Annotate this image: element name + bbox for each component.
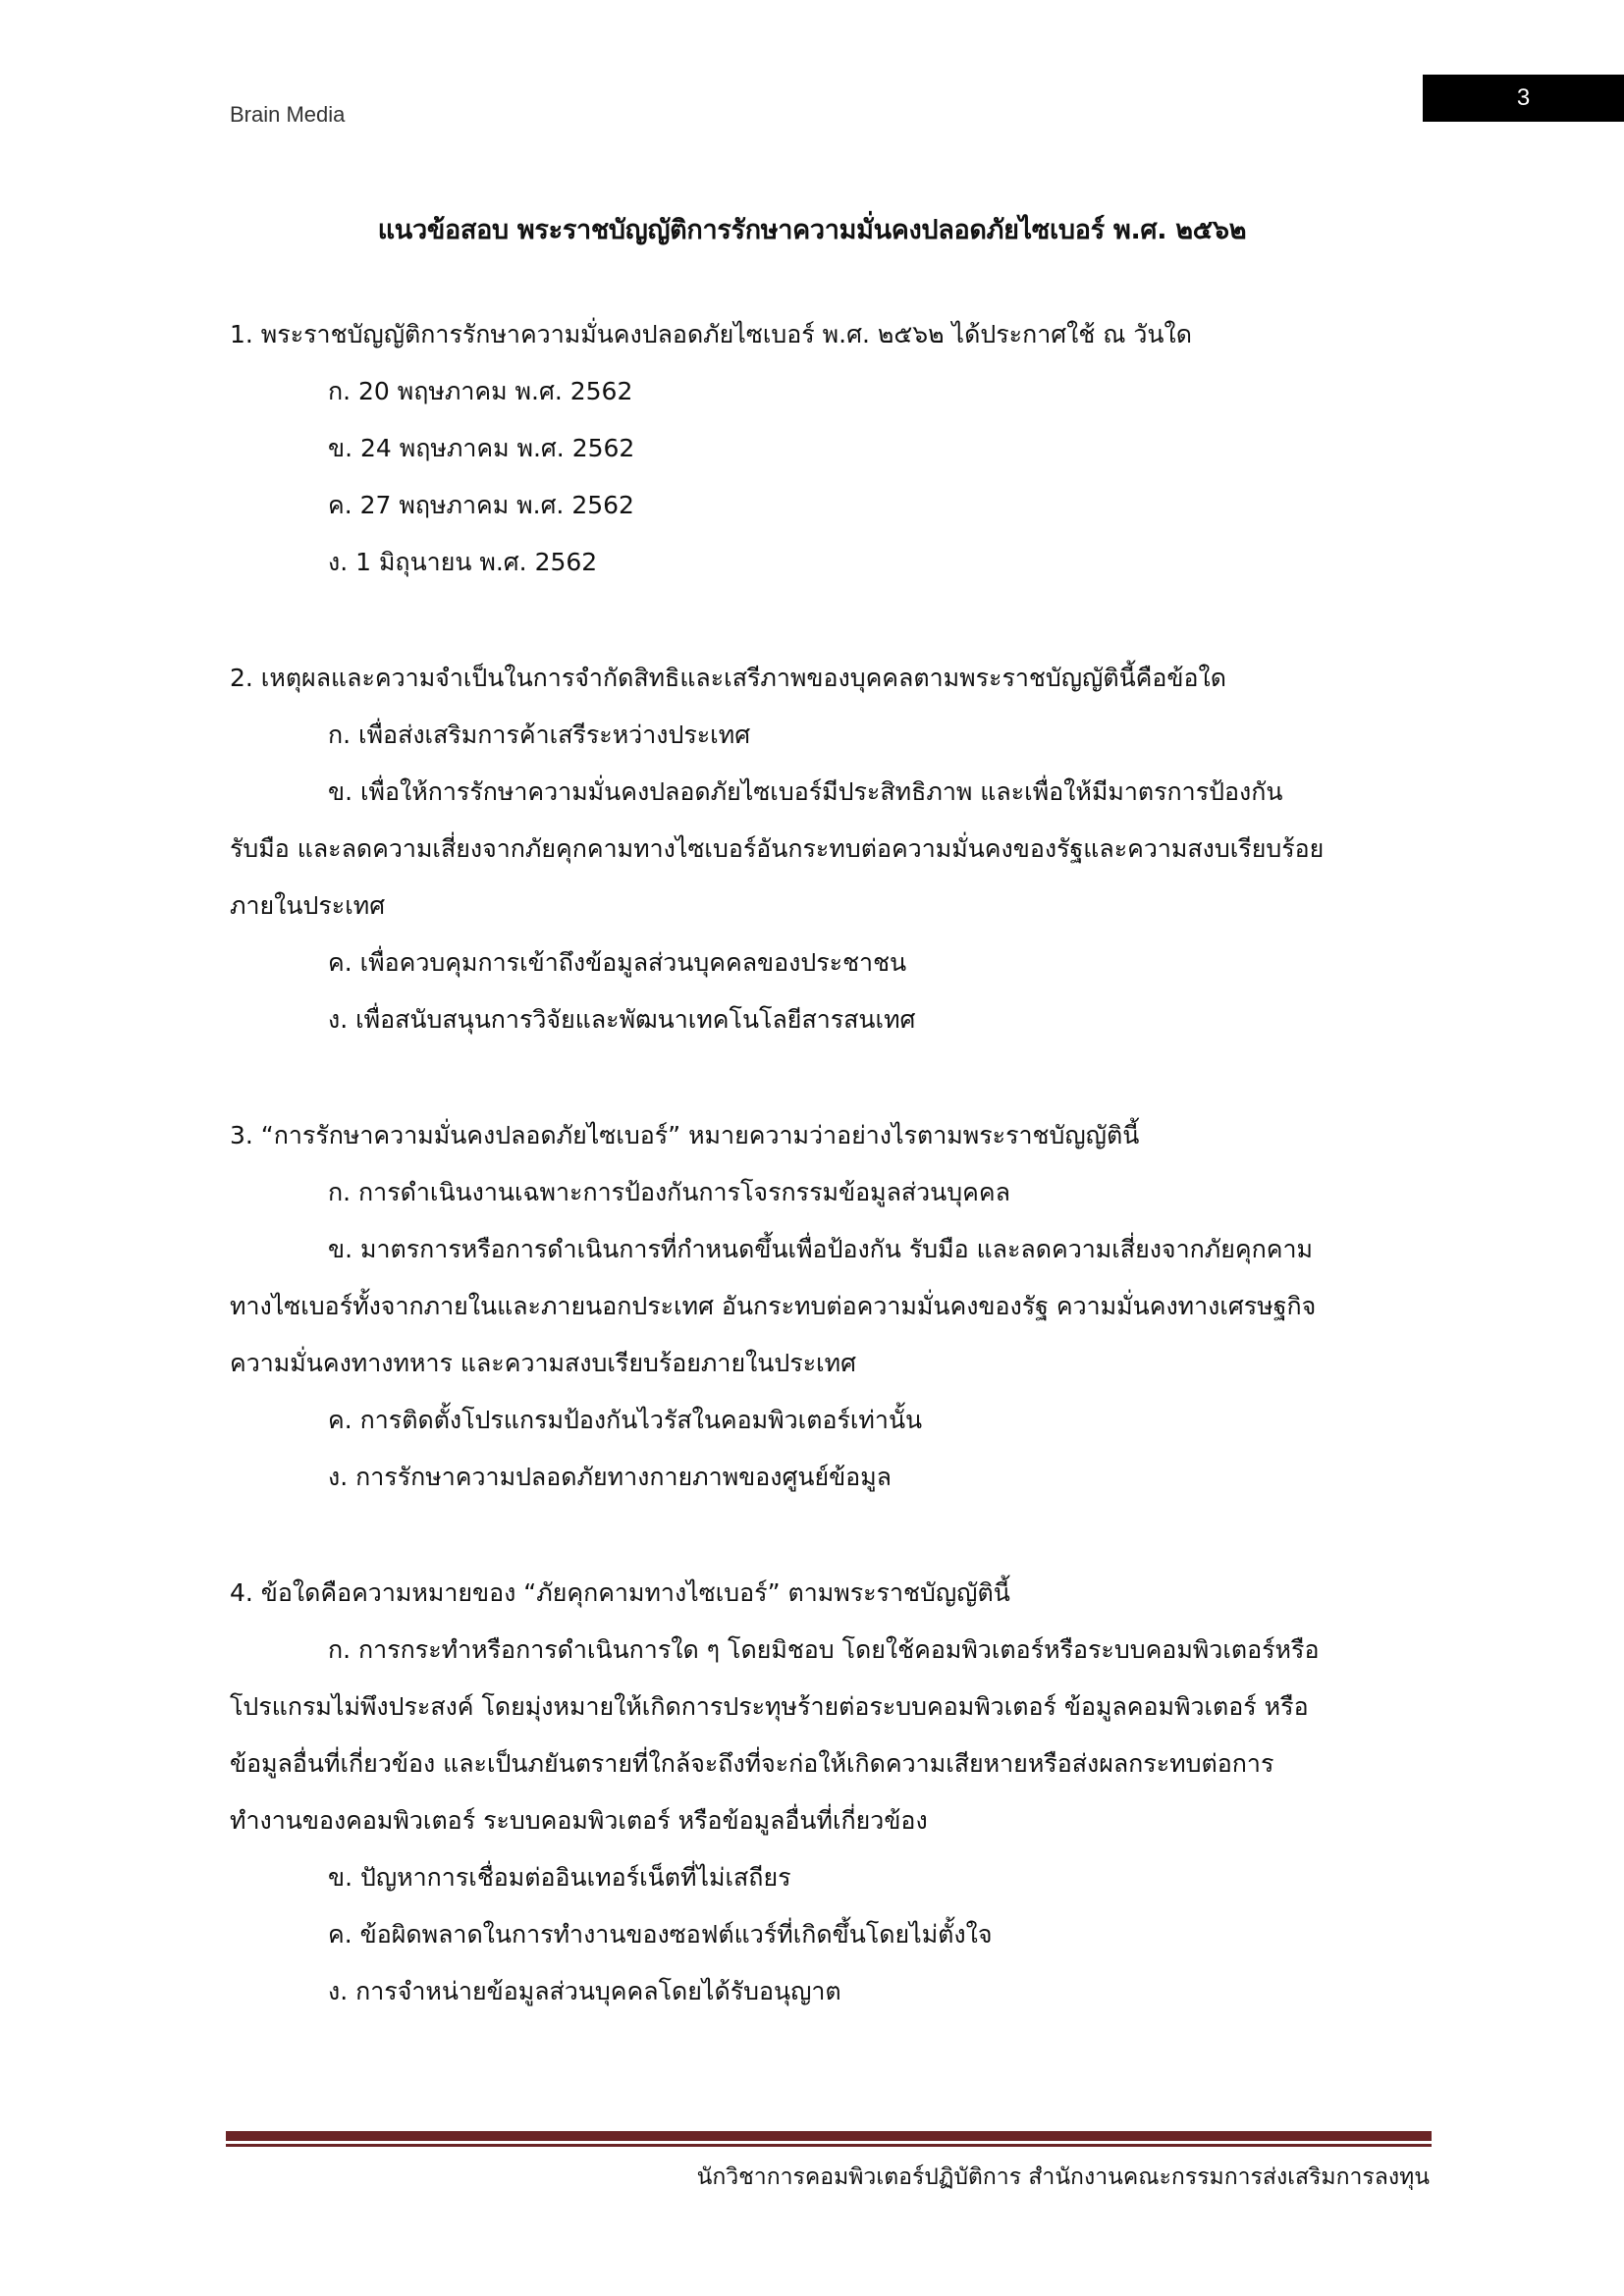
- header-brand: Brain Media: [230, 102, 346, 127]
- option-b: ข. ปัญหาการเชื่อมต่ออินเทอร์เน็ตที่ไม่เสถียร: [328, 1863, 791, 1892]
- question-text: 4. ข้อใดคือความหมายของ “ภัยคุกคามทางไซเบอร์” ตามพระราชบัญญัตินี้: [230, 1578, 1010, 1607]
- option-b-continued: ทางไซเบอร์ทั้งจากภายในและภายนอกประเทศ อันกระทบต่อความมั่นคงของรัฐ ความมั่นคงทางเศรษฐกิจ: [230, 1292, 1317, 1320]
- question-text: 2. เหตุผลและความจำเป็นในการจำกัดสิทธิและเสรีภาพของบุคคลตามพระราชบัญญัตินี้คือข้อใด: [230, 664, 1226, 692]
- option-b-continued: รับมือ และลดความเสี่ยงจากภัยคุกคามทางไซเบอร์อันกระทบต่อความมั่นคงของรัฐและความสงบเรียบร้อย: [230, 834, 1325, 863]
- question-text: 3. “การรักษาความมั่นคงปลอดภัยไซเบอร์” หมายความว่าอย่างไรตามพระราชบัญญัตินี้: [230, 1121, 1140, 1149]
- option-a: ก. การดำเนินงานเฉพาะการป้องกันการโจรกรรมข้อมูลส่วนบุคคล: [328, 1178, 1010, 1206]
- option-a: ก. เพื่อส่งเสริมการค้าเสรีระหว่างประเทศ: [328, 721, 751, 749]
- option-a: ก. การกระทำหรือการดำเนินการใด ๆ โดยมิชอบ โดยใช้คอมพิวเตอร์หรือระบบคอมพิวเตอร์หรือ: [328, 1635, 1320, 1664]
- option-a-continued: ข้อมูลอื่นที่เกี่ยวข้อง และเป็นภยันตรายที่ใกล้จะถึงที่จะก่อให้เกิดความเสียหายหรือส่งผลกระทบต่อการ: [230, 1749, 1274, 1778]
- option-d: ง. การจำหน่ายข้อมูลส่วนบุคคลโดยได้รับอนุญาต: [328, 1977, 841, 2005]
- footer-divider: [226, 2131, 1432, 2141]
- option-c: ค. ข้อผิดพลาดในการทำงานของซอฟต์แวร์ที่เกิดขึ้นโดยไม่ตั้งใจ: [328, 1920, 993, 1949]
- option-c: ค. เพื่อควบคุมการเข้าถึงข้อมูลส่วนบุคคลของประชาชน: [328, 948, 907, 977]
- page-number: [1423, 75, 1624, 122]
- option-b-continued: ภายในประเทศ: [230, 891, 386, 920]
- option-b: ข. เพื่อให้การรักษาความมั่นคงปลอดภัยไซเบอร์มีประสิทธิภาพ และเพื่อให้มีมาตรการป้องกัน: [328, 777, 1283, 806]
- footer-divider-thin: [226, 2144, 1432, 2147]
- question-4: [230, 1565, 1428, 2020]
- option-d: ง. การรักษาความปลอดภัยทางกายภาพของศูนย์ข้อมูล: [328, 1463, 892, 1491]
- page-number-label: 3: [1516, 84, 1531, 111]
- option-b: ข. 24 พฤษภาคม พ.ศ. 2562: [328, 434, 635, 462]
- question-text: 1. พระราชบัญญัติการรักษาความมั่นคงปลอดภัยไซเบอร์ พ.ศ. ๒๕๖๒ ได้ประกาศใช้ ณ วันใด: [230, 320, 1192, 348]
- footer-text: นักวิชาการคอมพิวเตอร์ปฏิบัติการ สำนักงานคณะกรรมการส่งเสริมการลงทุน: [696, 2164, 1430, 2190]
- option-a-continued: ทำงานของคอมพิวเตอร์ ระบบคอมพิวเตอร์ หรือข้อมูลอื่นที่เกี่ยวข้อง: [230, 1806, 928, 1835]
- option-c: ค. การติดตั้งโปรแกรมป้องกันไวรัสในคอมพิวเตอร์เท่านั้น: [328, 1406, 923, 1434]
- option-b-continued: ความมั่นคงทางทหาร และความสงบเรียบร้อยภายในประเทศ: [230, 1349, 857, 1377]
- question-3: [230, 1107, 1428, 1506]
- option-a-continued: โปรแกรมไม่พึงประสงค์ โดยมุ่งหมายให้เกิดการประทุษร้ายต่อระบบคอมพิวเตอร์ ข้อมูลคอมพิวเตอร์ หรือ: [230, 1692, 1309, 1721]
- question-1: [230, 306, 1428, 591]
- option-b: ข. มาตรการหรือการดำเนินการที่กำหนดขึ้นเพื่อป้องกัน รับมือ และลดความเสี่ยงจากภัยคุกคาม: [328, 1235, 1313, 1263]
- option-a: ก. 20 พฤษภาคม พ.ศ. 2562: [328, 377, 633, 405]
- option-c: ค. 27 พฤษภาคม พ.ศ. 2562: [328, 491, 634, 519]
- option-d: ง. เพื่อสนับสนุนการวิจัยและพัฒนาเทคโนโลยีสารสนเทศ: [328, 1005, 916, 1034]
- document-title: แนวข้อสอบ พระราชบัญญัติการรักษาความมั่นคงปลอดภัยไซเบอร์ พ.ศ. ๒๕๖๒: [377, 215, 1247, 245]
- option-d: ง. 1 มิถุนายน พ.ศ. 2562: [328, 548, 598, 576]
- question-2: [230, 650, 1428, 1048]
